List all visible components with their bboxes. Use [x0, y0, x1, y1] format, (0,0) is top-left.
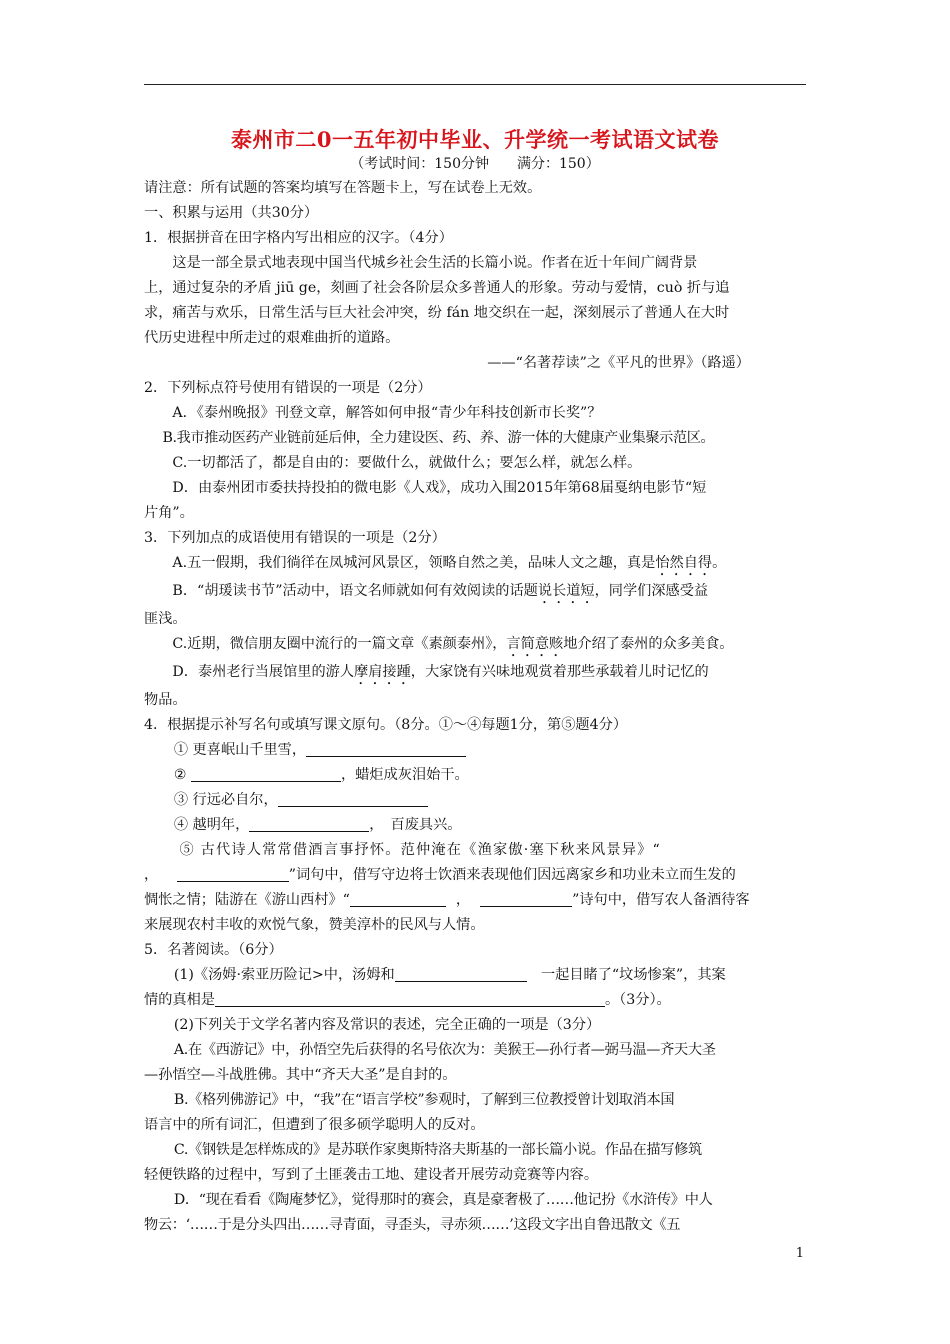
- q5-option-c-cont: 轻便铁路的过程中，写到了土匪袭击工地、建设者开展劳动竞赛等内容。: [144, 1167, 599, 1183]
- q4-blank-1[interactable]: [306, 740, 466, 757]
- q5-part-1-text2: 一起目睹了“坟场惨案”，其案: [540, 967, 726, 983]
- q5-option-b: B.《格列佛游记》中，“我”在“语言学校”参观时，了解到三位教授曾计划取消本国: [173, 1092, 675, 1108]
- q5-blank-2[interactable]: [215, 990, 605, 1007]
- q3-option-d: [144, 660, 806, 688]
- q4-blank-5a[interactable]: [177, 865, 289, 882]
- q4-item-5: ⑤ 古代诗人常常借酒言事抒怀。范仲淹在《渔家傲·塞下秋来风景异》“: [179, 842, 661, 858]
- exam-content: [144, 176, 806, 1238]
- header-rule: [144, 84, 806, 85]
- q4-item-4: [144, 813, 806, 838]
- q4-item-5-text3: 惆怅之情；陆游在《游山西村》“: [144, 892, 350, 908]
- q4-item-5-text3b: ”诗句中，借写农人备酒待客: [572, 892, 750, 908]
- q1-line: 上，通过复杂的矛盾 jiū ge，刻画了社会各阶层众多普通人的形象。劳动与爱情，cuò 折与追: [144, 280, 730, 296]
- q4-blank-4[interactable]: [249, 815, 369, 832]
- q1-line: 代历史进程中所走过的艰难曲折的道路。: [144, 330, 400, 346]
- q3-d-text: D．泰州老行当展馆里的游人: [172, 664, 355, 680]
- q5-part-1-text: (1)《汤姆·索亚历险记>中，汤姆和: [173, 967, 395, 983]
- q5-part-1: [144, 963, 806, 988]
- notice: 请注意：所有试题的答案均填写在答题卡上，写在试卷上无效。: [144, 180, 542, 196]
- q4-item-2-text: ，蜡炬成灰泪始干。: [341, 767, 469, 783]
- q5-option-a: A.在《西游记》中，孙悟空先后获得的名号依次为：美猴王—孙行者—弼马温—齐天大圣: [173, 1042, 716, 1058]
- q4-item-5-text2: ”词句中，借写守边将士饮酒来表现他们因远离家乡和功业未立而生发的: [288, 867, 736, 883]
- q3-b-end: ，同学们深感受益: [594, 583, 709, 599]
- q5-part-1-end: 。（3分）。: [604, 992, 671, 1008]
- q3-option-b-cont: 匪浅。: [144, 611, 187, 627]
- q4-item-3: [144, 788, 806, 813]
- q5-option-d-cont: 物云：‘……于是分头四出……寻青面，寻歪头，寻赤须……’这段文字出自鲁迅散文《五: [144, 1217, 681, 1233]
- q4-item-4-end: ， 百废具兴。: [369, 817, 462, 833]
- q5-stem: 5．名著阅读。（6分）: [144, 942, 283, 958]
- q2-option-d-cont: 片角”。: [144, 505, 194, 521]
- q4-item-3-text: ③ 行远必自尔，: [173, 792, 278, 808]
- q4-blank-5c[interactable]: [480, 890, 572, 907]
- q4-item-5-line3: [144, 888, 806, 913]
- q2-option-d: D．由泰州团市委扶持投拍的微电影《人戏》，成功入围2015年第68届戛纳电影节“短: [172, 480, 707, 496]
- q3-d-end: ，大家饶有兴味地观赏着那些承载着儿时记忆的: [410, 664, 709, 680]
- q2-option-b: B.我市推动医药产业链前延后伸，全力建设医、药、养、游一体的大健康产业集聚示范区。: [162, 430, 715, 446]
- q4-stem: 4．根据提示补写名句或填写课文原句。（8分。①～④每题1分，第⑤题4分）: [144, 717, 628, 733]
- q5-blank-1[interactable]: [395, 965, 527, 982]
- q4-blank-5b[interactable]: [350, 890, 446, 907]
- q5-option-b-cont: 语言中的所有词汇，但遭到了很多硕学聪明人的反对。: [144, 1117, 485, 1133]
- q4-item-1-text: ① 更喜岷山千里雪，: [173, 742, 307, 758]
- q4-item-1: [144, 738, 806, 763]
- q3-b-idiom: 说长道短: [537, 583, 595, 599]
- q3-a-idiom: 怡然自得: [655, 555, 713, 571]
- q3-option-b: [144, 579, 806, 607]
- q4-blank-2[interactable]: [191, 765, 341, 782]
- q5-part-1-text3: 情的真相是: [144, 992, 215, 1008]
- q5-option-a-cont: —孙悟空—斗战胜佛。其中“齐天大圣”是自封的。: [144, 1067, 457, 1083]
- q3-option-c: [144, 632, 806, 660]
- exam-title: 泰州市二0一五年初中毕业、升学统一考试语文试卷: [230, 127, 720, 152]
- q5-part-1-cont: [144, 988, 806, 1013]
- q4-item-5-line2: [144, 863, 806, 888]
- q4-item-2-num: ②: [173, 767, 192, 783]
- q1-source: ——“名著荐读”之《平凡的世界》（路遥）: [487, 355, 750, 371]
- q5-option-c: C.《钢铁是怎样炼成的》是苏联作家奥斯特洛夫斯基的一部长篇小说。作品在描写修筑: [173, 1142, 702, 1158]
- q1-stem: 1．根据拼音在田字格内写出相应的汉字。（4分）: [144, 230, 453, 246]
- q3-a-end: 。: [712, 555, 727, 571]
- q2-option-c: C.一切都活了，都是自由的：要做什么，就做什么；要怎么样，就怎么样。: [172, 455, 642, 471]
- q5-option-d: D．“现在看看《陶庵梦忆》，觉得那时的赛会，真是豪奢极了……他记扮《水浒传》中人: [173, 1192, 713, 1208]
- q3-d-idiom: 摩肩接踵: [354, 664, 411, 680]
- q2-stem: 2．下列标点符号使用有错误的一项是（2分）: [144, 380, 432, 396]
- q3-option-d-cont: 物品。: [144, 692, 187, 708]
- q4-item-5-line4: 来展现农村丰收的欢悦气象，赞美淳朴的民风与人情。: [144, 917, 485, 933]
- q3-a-text: A.五一假期，我们徜徉在凤城河风景区，领略自然之美，品味人文之趣，真是: [172, 555, 656, 571]
- exam-subtitle: （考试时间：150分钟 满分：150）: [350, 156, 600, 172]
- page-number: 1: [795, 1246, 804, 1261]
- q4-blank-3[interactable]: [278, 790, 428, 807]
- q1-line: 求，痛苦与欢乐，日常生活与巨大社会冲突，纷 fán 地交织在一起，深刻展示了普通人在大时: [144, 305, 730, 321]
- section-heading: 一、积累与运用（共30分）: [144, 205, 319, 221]
- q4-item-5-comma: ，: [144, 867, 159, 883]
- q3-c-text: C.近期，微信朋友圈中流行的一篇文章《素颜泰州》，: [172, 636, 507, 652]
- q4-item-5-sep: ，: [455, 892, 471, 908]
- q3-b-text: B．“胡瑗读书节”活动中，语文名师就如何有效阅读的话题: [172, 583, 538, 599]
- q5-part-2: (2)下列关于文学名著内容及常识的表述，完全正确的一项是（3分）: [173, 1017, 601, 1033]
- q4-item-4-text: ④ 越明年，: [173, 817, 250, 833]
- q4-item-2: [144, 763, 806, 788]
- q1-line: 这是一部全景式地表现中国当代城乡社会生活的长篇小说。作者在近十年间广阔背景: [172, 255, 698, 271]
- q3-option-a: [144, 551, 806, 579]
- q3-c-end: 地介绍了泰州的众多美食。: [563, 636, 734, 652]
- q3-c-idiom: 言简意赅: [506, 636, 564, 652]
- q2-option-a: A．《泰州晚报》刊登文章，解答如何申报“青少年科技创新市长奖”？: [172, 405, 602, 421]
- q3-stem: 3．下列加点的成语使用有错误的一项是（2分）: [144, 530, 446, 546]
